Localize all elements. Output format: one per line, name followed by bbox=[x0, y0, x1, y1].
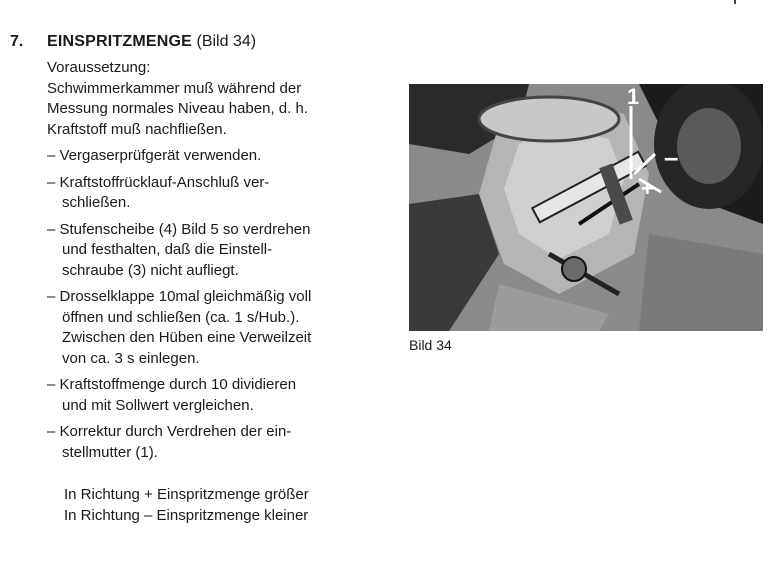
scan-speck bbox=[734, 0, 736, 4]
item-line: schließen. bbox=[62, 194, 131, 211]
direction-minus-line: In Richtung – Einspritzmenge kleiner bbox=[64, 506, 309, 524]
item-line: und mit Sollwert vergleichen. bbox=[62, 396, 254, 414]
intro-line: Voraussetzung: bbox=[47, 59, 151, 76]
section-number: 7. bbox=[10, 33, 24, 50]
intro-line: Kraftstoff muß nachfließen. bbox=[47, 120, 227, 138]
figure-label-minus: – bbox=[664, 142, 679, 172]
instruction-item bbox=[47, 287, 377, 369]
instruction-item bbox=[47, 173, 377, 214]
intro-block bbox=[47, 58, 377, 140]
figure-label-plus: + bbox=[641, 176, 654, 201]
direction-plus-line: In Richtung + Einspritzmenge größer bbox=[64, 486, 309, 503]
carburetor-photo bbox=[409, 84, 763, 331]
item-line: – Kraftstoffrücklauf-Anschluß ver- bbox=[47, 173, 270, 191]
item-line: stellmutter (1). bbox=[62, 443, 158, 461]
section-heading bbox=[47, 33, 256, 51]
item-line: Zwischen den Hüben eine Verweilzeit bbox=[62, 329, 312, 346]
instruction-item bbox=[47, 220, 377, 282]
heading-figure-ref: (Bild 34) bbox=[196, 33, 257, 50]
item-line: – Kraftstoffmenge durch 10 dividieren bbox=[47, 376, 297, 393]
instruction-item bbox=[47, 375, 377, 416]
carburetor-photo-illustration bbox=[409, 84, 763, 331]
figure-caption: Bild 34 bbox=[409, 337, 452, 353]
figure-label-1: 1 bbox=[627, 84, 640, 109]
item-line: und festhalten, daß die Einstell- bbox=[62, 241, 273, 258]
intro-line: Messung normales Niveau haben, d. h. bbox=[47, 100, 308, 117]
instruction-item bbox=[47, 422, 377, 463]
instructions-body bbox=[47, 58, 377, 526]
item-line: schraube (3) nicht aufliegt. bbox=[62, 261, 239, 279]
item-line: von ca. 3 s einlegen. bbox=[62, 349, 200, 367]
item-line: – Drosselklappe 10mal gleichmäßig voll bbox=[47, 288, 312, 305]
intro-line: Schwimmerkammer muß während der bbox=[47, 79, 302, 97]
heading-title: EINSPRITZMENGE bbox=[47, 33, 193, 50]
item-line: – Korrektur durch Verdrehen der ein- bbox=[47, 423, 292, 440]
item-line: – Vergaserprüfgerät verwenden. bbox=[47, 147, 262, 164]
item-line: öffnen und schließen (ca. 1 s/Hub.). bbox=[62, 308, 300, 326]
item-line: – Stufenscheibe (4) Bild 5 so verdrehen bbox=[47, 220, 311, 238]
direction-summary bbox=[47, 485, 377, 526]
instruction-item bbox=[47, 146, 377, 167]
